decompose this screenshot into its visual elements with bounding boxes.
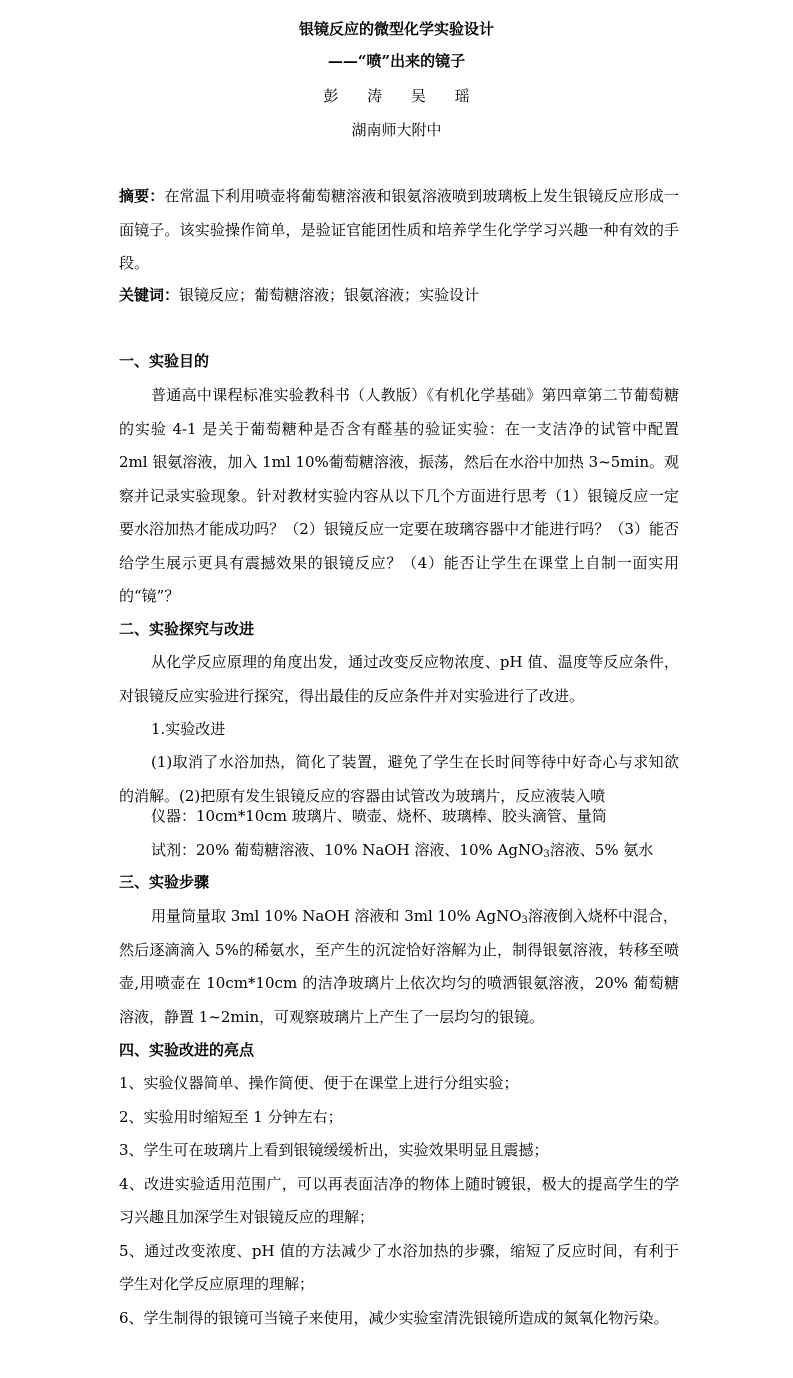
highlight-item: 4、改进实验适用范围广，可以再表面洁净的物体上随时镀银，极大的提高学生的学习兴趣且加深学生对银镜反应的理解； — [119, 1174, 679, 1226]
section-2-body — [119, 646, 679, 713]
keywords-block — [119, 279, 679, 313]
highlight-item: 6、学生制得的银镜可当镜子来使用，减少实验室清洗银镜所造成的氮氧化物污染。 — [119, 1308, 669, 1327]
highlight-item: 2、实验用时缩短至 1 分钟左右； — [119, 1107, 343, 1126]
keywords-paragraph — [119, 279, 679, 313]
highlight-item: 1、实验仪器简单、操作简便、便于在课堂上进行分组实验； — [119, 1074, 519, 1092]
section-3-heading: 三、实验步骤 — [119, 873, 210, 891]
keywords-label: 关键词： — [119, 286, 180, 304]
abstract-block — [119, 180, 679, 281]
section-4-heading: 四、实验改进的亮点 — [119, 1041, 255, 1059]
section-2-paragraph: 从化学反应原理的角度出发，通过改变反应物浓度、pH 值、温度等反应条件，对银镜反应实验进行探究，得出最佳的反应条件并对实验进行了改进。 — [119, 653, 679, 705]
improvement-subheading: 1.实验改进 — [151, 720, 226, 738]
instruments-line: 仪器：10cm*10cm 玻璃片、喷壶、烧杯、玻璃棒、胶头滴管、量筒 — [151, 807, 607, 825]
section-3-body — [119, 900, 679, 1034]
section-1-body — [119, 379, 679, 614]
reagents-suffix: 溶液、5% 氨水 — [549, 841, 654, 859]
authors: 彭 涛 吴 瑶 — [323, 87, 482, 105]
keywords-text: 银镜反应；葡萄糖溶液；银氨溶液；实验设计 — [179, 286, 480, 304]
document-title: 银镜反应的微型化学实验设计 — [298, 20, 494, 38]
section-2-heading: 二、实验探究与改进 — [119, 620, 255, 638]
abstract-text: 在常温下利用喷壶将葡萄糖溶液和银氨溶液喷到玻璃板上发生银镜反应形成一面镜子。该实验操作简单，是验证官能团性质和培养学生化学学习兴趣一种有效的手段。 — [119, 187, 679, 272]
step-prefix: 用量筒量取 3ml 10% NaOH 溶液和 3ml 10% AgNO — [151, 907, 522, 925]
abstract-label: 摘要： — [119, 187, 165, 205]
step-subscript: 3 — [521, 915, 528, 926]
reagents-line — [151, 834, 653, 868]
section-3-first-line — [119, 900, 679, 934]
document-subtitle: ——“喷”出来的镜子 — [327, 52, 466, 70]
step-suffix: 溶液倒入烧杯中混合， — [527, 907, 678, 925]
abstract-paragraph — [119, 180, 679, 281]
section-4-list — [119, 1067, 679, 1335]
improvement-paragraph: (1)取消了水浴加热，简化了装置，避免了学生在长时间等待中好奇心与求知欲的消解。(2)把原有发生银镜反应的容器由试管改为玻璃片，反应液装入喷 — [119, 753, 679, 805]
section-1-heading: 一、实验目的 — [119, 352, 210, 370]
highlight-item: 3、学生可在玻璃片上看到银镜缓缓析出，实验效果明显且震撼； — [119, 1141, 549, 1159]
highlight-item: 5、通过改变浓度、pH 值的方法减少了水浴加热的步骤，缩短了反应时间，有利于学生对化学反应原理的理解； — [119, 1241, 679, 1293]
reagents-subscript: 3 — [543, 849, 550, 860]
section-3-paragraph: 然后逐滴滴入 5%的稀氨水，至产生的沉淀恰好溶解为止，制得银氨溶液，转移至喷壶,用喷壶在 10cm*10cm 的洁净玻璃片上依次均匀的喷洒银氨溶液，20% 葡萄糖溶液，静置 1~2min，可观察玻璃片上产生了一层均匀的银镜。 — [119, 940, 679, 1026]
affiliation: 湖南师大附中 — [351, 121, 442, 139]
section-1-paragraph: 普通高中课程标准实验教科书（人教版）《有机化学基础》第四章第二节葡萄糖的实验 4-1 是关于葡萄糖种是否含有醛基的验证实验：在一支洁净的试管中配置 2ml 银氨溶液，加入 1ml 10%葡萄糖溶液，振荡，然后在水浴中加热 3~5min。观察并记录实验现象。针对教材实验内容从以下几个方面进行思考（1）银镜反应一定要水浴加热才能成功吗？（2）银镜反应一定要在玻璃容器中才能进行吗？（3）能否给学生展示更具有震撼效果的银镜反应？（4）能否让学生在课堂上自制一面实用的“镜”？ — [119, 386, 679, 605]
reagents-prefix: 试剂：20% 葡萄糖溶液、10% NaOH 溶液、10% AgNO — [151, 841, 544, 859]
